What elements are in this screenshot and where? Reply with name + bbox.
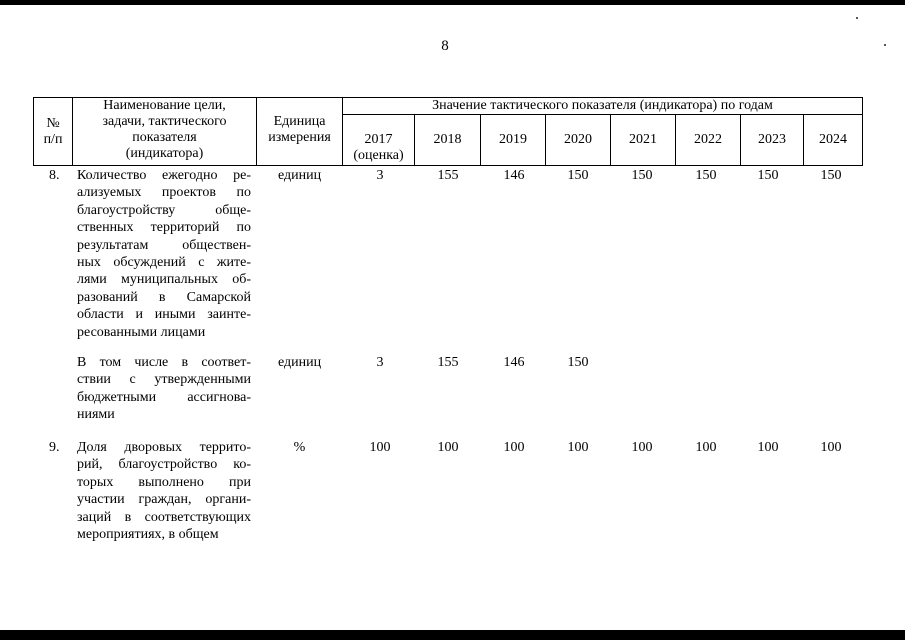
value-2022: 150	[695, 168, 717, 183]
scan-edge-bottom	[0, 630, 905, 640]
value-2021: 150	[631, 168, 653, 183]
value-2019: 146	[503, 168, 525, 183]
header-year-2017: 2017 (оценка)	[353, 132, 404, 163]
value-2024: 150	[820, 168, 842, 183]
value-2017: 100	[369, 440, 391, 455]
value-2022: 100	[695, 440, 717, 455]
header-year-2023: 2023	[758, 132, 786, 147]
scan-edge-top	[0, 0, 905, 5]
header-year-2021: 2021	[629, 132, 657, 147]
indicator-name: В том числе в соответ- ствии с утвержденными бюджетными ассигнова- ниями	[77, 355, 251, 423]
value-2020: 150	[567, 355, 589, 370]
unit-cell: %	[293, 440, 306, 455]
value-2023: 100	[757, 440, 779, 455]
value-2021: 100	[631, 440, 653, 455]
value-2019: 100	[503, 440, 525, 455]
header-unit-column: Единица измерения	[268, 114, 331, 145]
value-2023: 150	[757, 168, 779, 183]
header-years-group-title: Значение тактического показателя (индикатора) по годам	[432, 98, 773, 113]
header-year-2019: 2019	[499, 132, 527, 147]
scan-speck	[884, 44, 886, 46]
unit-cell: единиц	[277, 355, 322, 370]
value-2017: 3	[376, 355, 384, 370]
page-number: 8	[441, 38, 449, 54]
indicator-name: Количество ежегодно ре- ализуемых проектов по благоустройству обще- ственных территорий по результатам обществен- ных обсуждений с жите- лями муниципальных об- разований в Самарской области и иными заинте- ресованными лицами	[77, 168, 251, 340]
row-number: 9.	[49, 440, 60, 455]
header-year-2022: 2022	[694, 132, 722, 147]
value-2019: 146	[503, 355, 525, 370]
indicator-name: Доля дворовых террито- рий, благоустройство ко- торых выполнено при участии граждан, органи- заций в соответствующих мероприятиях, в общем	[77, 440, 251, 543]
value-2024: 100	[820, 440, 842, 455]
unit-cell: единиц	[277, 168, 322, 183]
scan-speck	[856, 17, 858, 19]
value-2018: 155	[437, 168, 459, 183]
value-2018: 155	[437, 355, 459, 370]
row-number: 8.	[49, 168, 60, 183]
header-year-2024: 2024	[819, 132, 847, 147]
value-2017: 3	[376, 168, 384, 183]
value-2020: 100	[567, 440, 589, 455]
header-year-2018: 2018	[433, 132, 462, 147]
header-year-2020: 2020	[564, 132, 592, 147]
header-number-column: № п/п	[43, 116, 63, 147]
header-name-column: Наименование цели, задачи, тактического показателя (индикатора)	[102, 98, 227, 161]
value-2018: 100	[437, 440, 459, 455]
value-2020: 150	[567, 168, 589, 183]
